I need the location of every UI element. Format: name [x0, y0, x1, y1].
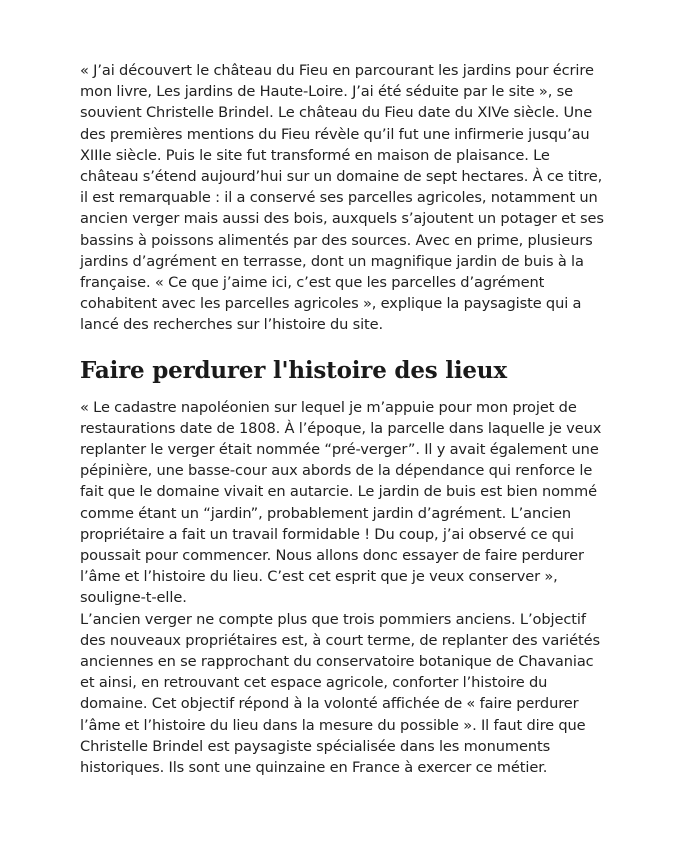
quote-paragraph: « Le cadastre napoléonien sur lequel je m’appuie pour mon projet de restaurations date de 1808. À l’époque, la parcelle dans laquelle je veux replanter le verger était nommée “pré-verger”. Il y avait également une pépinière, une basse-cour aux abords de la dépendance qui renforce le fait que le domaine vivait en autarcie. Le jardin de buis est bien nommé comme étant un “jardin”, probablement jardin d’agrément. L’ancien propriétaire a fait un travail formidable ! Du coup, j’ai observé ce qui poussait pour commencer. Nous allons donc essayer de faire perdurer l’âme et l’histoire du lieu. C’est cet esprit que je veux conserver », souligne-t-elle. — [80, 398, 602, 607]
closing-paragraph: L’ancien verger ne compte plus que trois pommiers anciens. L’objectif des nouveaux propriétaires est, à court terme, de replanter des variétés anciennes en se rapprochant du conservatoire botanique de Chavaniac et ainsi, en retrouvant cet espace agricole, conforter l’histoire du domaine. Cet objectif répond à la volonté affichée de « faire perdurer l’âme et l’histoire du lieu dans la mesure du possible ». Il faut dire que Christelle Brindel est paysagiste spécialisée dans les monuments historiques. Ils sont une quinzaine en France à exercer ce métier. — [80, 610, 601, 777]
article-body — [80, 60, 605, 778]
intro-paragraph: « J’ai découvert le château du Fieu en parcourant les jardins pour écrire mon livre, Les jardins de Haute-Loire. J’ai été séduite par le site », se souvient Christelle Brindel. Le château du Fieu date du XIVe siècle. Une des premières mentions du Fieu révèle qu’il fut une infirmerie jusqu’au XIIIe siècle. Puis le site fut transformé en maison de plaisance. Le château s’étend aujourd’hui sur un domaine de sept hectares. À ce titre, il est remarquable : il a conservé ses parcelles agricoles, notamment un ancien verger mais aussi des bois, auxquels s’ajoutent un potager et ses bassins à poissons alimentés par des sources. Avec en prime, plusieurs jardins d’agrément en terrasse, dont un magnifique jardin de buis à la française. « Ce que j’aime ici, c’est que les parcelles d’agrément cohabitent avec les parcelles agricoles », explique la paysagiste qui a lancé des recherches sur l’histoire du site. — [80, 62, 604, 334]
section-heading: Faire perdurer l'histoire des lieux — [80, 356, 507, 384]
